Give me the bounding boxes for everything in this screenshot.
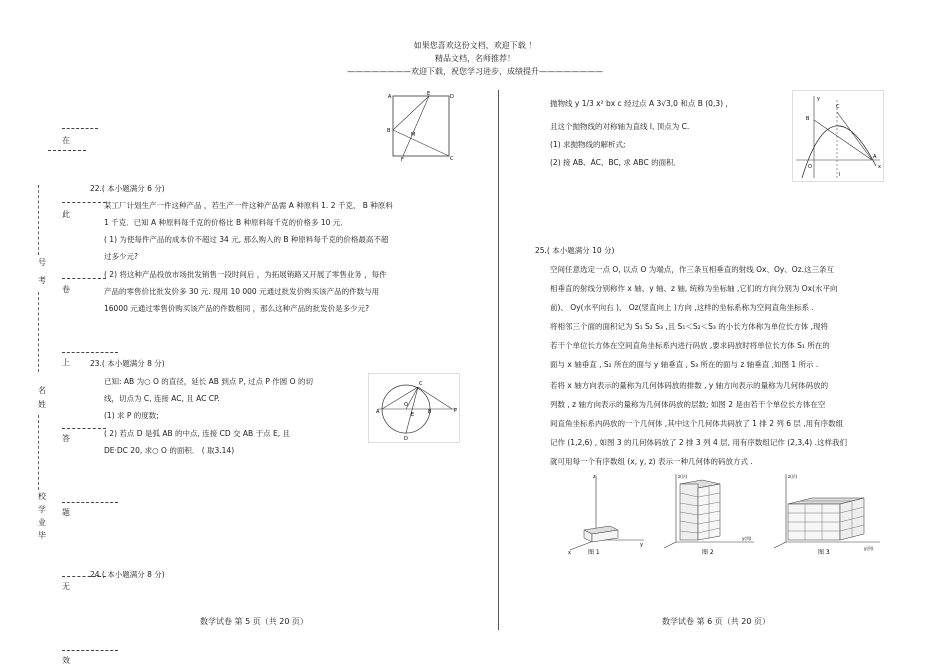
page-footer-right: 数学试卷 第 6 页（共 20 页） xyxy=(662,617,770,626)
circle-figure xyxy=(368,373,460,443)
svg-text:C: C xyxy=(419,381,423,387)
q23-line: 线，切点为 C, 连接 AC, 且 AC CP. xyxy=(104,394,220,403)
svg-text:M: M xyxy=(411,132,416,138)
svg-text:y: y xyxy=(640,542,643,548)
binding-mark: 在 xyxy=(62,136,70,145)
q24-title: 24.( 本小题满分 8 分) xyxy=(90,570,165,579)
parabola-line: (1) 求抛物线的解析式; xyxy=(550,140,626,149)
svg-text:z(层): z(层) xyxy=(788,474,798,479)
q22-line: 某工厂计划生产一件这种产品 ，若生产一件这种产品需 A 种原料 1. 2 千克、 B 种原料 xyxy=(104,201,393,210)
figure-caption: 图 3 xyxy=(818,549,830,556)
binding-mark: 卷 xyxy=(62,285,70,294)
svg-text:C: C xyxy=(836,104,840,110)
q25-line: 面与 x 轴垂直 , S₂ 所在的面与 y 轴垂直 , S₃ 所在的面与 z 轴垂直 ,如图 1 所示 . xyxy=(550,360,819,369)
binding-mark: 题 xyxy=(62,508,70,517)
parabola-line: (2) 接 AB、AC、BC, 求 ABC 的面积． xyxy=(550,158,682,167)
q22-line: 16000 元通过零售价购买该产品的件数相同 ，那么这种产品的批发价是多少元? xyxy=(104,304,370,313)
header-line-3: ————————欢迎下载，祝您学习进步，成绩提升———————— xyxy=(347,67,603,76)
q23-title: 23.( 本小题满分 8 分) xyxy=(90,359,165,368)
header-line-2: 精品文档，名师推荐！ xyxy=(435,54,515,63)
q25-line: 相垂直的射线分别称作 x 轴、y 轴、z 轴, 统称为坐标轴 ,它们的方向分别为 Ox(水平向 xyxy=(550,284,838,293)
svg-text:A: A xyxy=(388,94,392,100)
q23-line: (1) 求 P 的度数; xyxy=(104,411,159,420)
field-label: 校 xyxy=(38,492,46,501)
parabola-line: 且这个抛物线的对称轴为直线 l, 顶点为 C. xyxy=(550,122,690,131)
field-label: 考 xyxy=(38,276,46,285)
svg-text:z(层): z(层) xyxy=(678,474,688,479)
svg-text:O: O xyxy=(404,402,408,408)
q25-title: 25.( 本小题满分 10 分) xyxy=(535,246,615,255)
figure-2 xyxy=(662,470,758,556)
q23-line: DE·DC 20, 求○ O 的面积． ( 取3.14) xyxy=(104,446,235,455)
field-label: 学 xyxy=(38,505,46,514)
q25-line: 将相邻三个面的面积记为 S₁ S₂ S₃ ,且 S₁＜S₂＜S₃ 的小长方体称为单位长方体 ,现将 xyxy=(550,322,829,331)
svg-text:l: l xyxy=(839,172,841,178)
field-label: 号 xyxy=(38,258,46,267)
svg-text:x: x xyxy=(878,164,881,170)
svg-text:O: O xyxy=(808,164,812,170)
svg-text:x: x xyxy=(568,550,571,556)
q22-line: ( 2) 将这种产品投放市场批发销售一段时间后 ，为拓展销路又开展了零售业务 ，每件 xyxy=(104,270,387,279)
svg-text:E: E xyxy=(427,91,431,97)
q22-line: 过多少元? xyxy=(104,252,138,261)
svg-text:B: B xyxy=(806,116,810,122)
svg-text:D: D xyxy=(404,436,408,442)
q25-line: 间直角坐标系内码放的一个几何体 ,其中这个几何体共码放了 1 排 2 列 6 层 ,用有序数组 xyxy=(550,419,844,428)
header-line-1: 如果您喜欢这份文档，欢迎下载 ！ xyxy=(413,41,537,50)
figure-caption: 图 1 xyxy=(588,549,600,556)
figure-1 xyxy=(566,470,646,556)
svg-text:D: D xyxy=(450,94,454,100)
binding-mark: 此 xyxy=(62,210,70,219)
q22-line: ( 1) 为使每件产品的成本价不超过 34 元, 那么购入的 B 种原料每千克的价格最高不超 xyxy=(104,235,389,244)
svg-text:B: B xyxy=(387,128,391,134)
q22-title: 22.( 本小题满分 6 分) xyxy=(90,184,165,193)
svg-text:C: C xyxy=(450,156,454,162)
binding-mark: 上 xyxy=(62,358,70,367)
q22-line: 产品的零售价比批发价多 30 元. 现用 10 000 元通过批发价购买该产品的件数与用 xyxy=(104,287,380,296)
svg-text:y: y xyxy=(817,96,820,102)
svg-text:F: F xyxy=(401,157,404,162)
field-label: 毕 xyxy=(38,531,46,540)
svg-text:B: B xyxy=(428,409,432,415)
q25-line: 列数 , z 轴方向表示的量称为几何体码放的层数; 如图 2 是由若干个单位长方体在空 xyxy=(550,400,826,409)
binding-mark: 效 xyxy=(62,656,70,665)
square-figure xyxy=(385,90,457,162)
q25-line: 前)、 Oy(水平向右 )、 Oz(竖直向上 )方向 ,这样的坐标系称为空间直角坐标系 . xyxy=(550,303,814,312)
svg-text:y(列): y(列) xyxy=(742,536,752,541)
field-label: 业 xyxy=(38,518,46,527)
field-label: 姓 xyxy=(38,400,46,409)
q25-line: 记作 (1,2,6) , 如图 3 的几何体码放了 2 排 3 列 4 层, 用有序数组记作 (2,3,4) .这样我们 xyxy=(550,438,847,447)
figure-caption: 图 2 xyxy=(702,549,714,556)
figure-3 xyxy=(772,470,884,556)
binding-mark: 答 xyxy=(62,434,70,443)
svg-text:A: A xyxy=(873,154,877,160)
parabola-figure xyxy=(792,90,884,182)
q25-line: 若干个单位长方体在空间直角坐标系内进行码放 ,要求码放时将单位长方体 S₁ 所在的 xyxy=(550,341,830,350)
q25-line: 空间任意选定一点 O, 以点 O 为端点，作三条互相垂直的射线 Ox、Oy、Oz.这三条互 xyxy=(550,265,835,274)
q22-line: 1 千克．已知 A 种原料每千克的价格比 B 种原料每千克的价格多 10 元． xyxy=(104,218,348,227)
svg-text:A: A xyxy=(376,409,380,415)
q23-line: ( 2) 若点 D 是弧 AB 的中点, 连接 CD 交 AB 于点 E, 且 xyxy=(104,429,290,438)
svg-text:E: E xyxy=(411,412,415,418)
parabola-line: 抛物线 y 1/3 x² bx c 经过点 A 3√3,0 和点 B (0,3) ， xyxy=(550,99,733,108)
page-footer-left: 数学试卷 第 5 页（共 20 页） xyxy=(200,617,308,626)
q23-line: 已知: AB 为○ O 的直径，延长 AB 到点 P, 过点 P 作圆 O 的切 xyxy=(104,377,313,386)
q25-line: 就可用每一个有序数组 (x, y, z) 表示一种几何体的码放方式 . xyxy=(550,457,753,466)
q25-line: 若将 x 轴方向表示的量称为几何体码放的排数 , y 轴方向表示的量称为几何体码放的 xyxy=(550,381,829,390)
svg-text:z: z xyxy=(593,474,596,480)
svg-text:y(列): y(列) xyxy=(864,546,874,551)
field-label: 名 xyxy=(38,386,46,395)
svg-text:P: P xyxy=(454,408,458,414)
page-divider xyxy=(498,90,499,630)
binding-mark: 无 xyxy=(62,582,70,591)
